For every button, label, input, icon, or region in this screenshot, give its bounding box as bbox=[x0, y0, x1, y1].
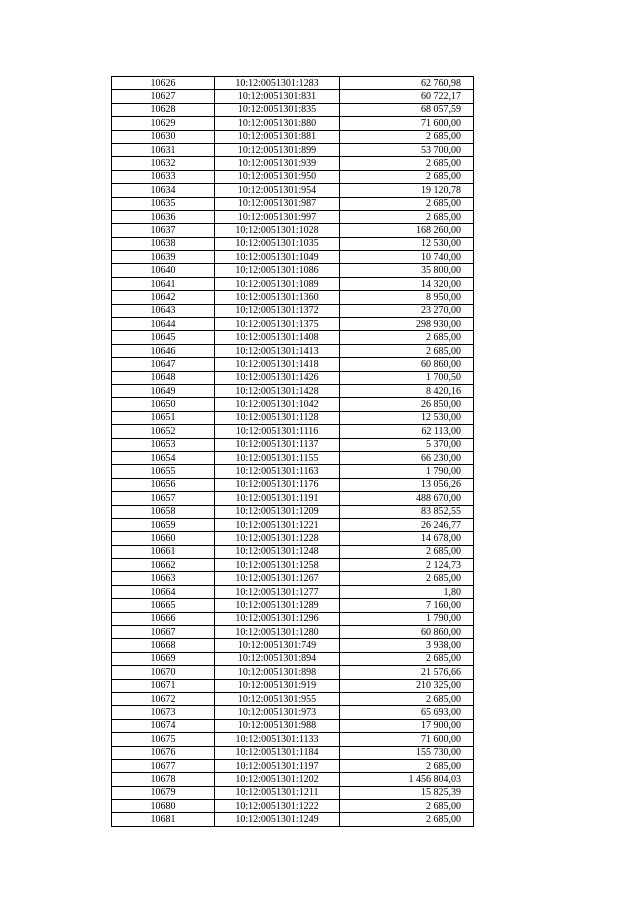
value-cell: 2 685,00 bbox=[340, 692, 474, 705]
cadastral-number-cell: 10:12:0051301:1228 bbox=[215, 532, 340, 545]
cadastral-number-cell: 10:12:0051301:1249 bbox=[215, 813, 340, 826]
cadastral-number-cell: 10:12:0051301:954 bbox=[215, 184, 340, 197]
value-cell: 7 160,00 bbox=[340, 599, 474, 612]
table-row bbox=[112, 666, 474, 679]
cadastral-number-cell: 10:12:0051301:1360 bbox=[215, 291, 340, 304]
row-number-cell: 10668 bbox=[112, 639, 215, 652]
value-cell: 62 113,00 bbox=[340, 425, 474, 438]
value-cell: 1,80 bbox=[340, 585, 474, 598]
table-row bbox=[112, 492, 474, 505]
value-cell: 2 685,00 bbox=[340, 759, 474, 772]
table-row bbox=[112, 77, 474, 90]
row-number-cell: 10676 bbox=[112, 746, 215, 759]
table-row bbox=[112, 157, 474, 170]
cadastral-number-cell: 10:12:0051301:997 bbox=[215, 210, 340, 223]
cadastral-number-cell: 10:12:0051301:894 bbox=[215, 652, 340, 665]
row-number-cell: 10654 bbox=[112, 451, 215, 464]
value-cell: 21 576,66 bbox=[340, 666, 474, 679]
cadastral-number-cell: 10:12:0051301:1197 bbox=[215, 759, 340, 772]
value-cell: 5 370,00 bbox=[340, 438, 474, 451]
row-number-cell: 10662 bbox=[112, 559, 215, 572]
cadastral-number-cell: 10:12:0051301:898 bbox=[215, 666, 340, 679]
cadastral-number-cell: 10:12:0051301:1202 bbox=[215, 773, 340, 786]
row-number-cell: 10639 bbox=[112, 251, 215, 264]
value-cell: 1 790,00 bbox=[340, 612, 474, 625]
cadastral-number-cell: 10:12:0051301:1128 bbox=[215, 411, 340, 424]
table-row bbox=[112, 344, 474, 357]
value-cell: 65 693,00 bbox=[340, 706, 474, 719]
cadastral-number-cell: 10:12:0051301:1289 bbox=[215, 599, 340, 612]
table-row bbox=[112, 518, 474, 531]
value-cell: 2 685,00 bbox=[340, 652, 474, 665]
table-row bbox=[112, 143, 474, 156]
row-number-cell: 10672 bbox=[112, 692, 215, 705]
table-row bbox=[112, 800, 474, 813]
row-number-cell: 10631 bbox=[112, 143, 215, 156]
value-cell: 71 600,00 bbox=[340, 117, 474, 130]
row-number-cell: 10666 bbox=[112, 612, 215, 625]
value-cell: 2 685,00 bbox=[340, 157, 474, 170]
value-cell: 17 900,00 bbox=[340, 719, 474, 732]
table-row bbox=[112, 170, 474, 183]
row-number-cell: 10656 bbox=[112, 478, 215, 491]
value-cell: 53 700,00 bbox=[340, 143, 474, 156]
value-cell: 15 825,39 bbox=[340, 786, 474, 799]
row-number-cell: 10658 bbox=[112, 505, 215, 518]
table-row bbox=[112, 599, 474, 612]
table-row bbox=[112, 117, 474, 130]
cadastral-number-cell: 10:12:0051301:1413 bbox=[215, 344, 340, 357]
table-row bbox=[112, 277, 474, 290]
row-number-cell: 10653 bbox=[112, 438, 215, 451]
value-cell: 2 685,00 bbox=[340, 197, 474, 210]
row-number-cell: 10645 bbox=[112, 331, 215, 344]
cadastral-number-cell: 10:12:0051301:1211 bbox=[215, 786, 340, 799]
value-cell: 2 685,00 bbox=[340, 331, 474, 344]
value-cell: 14 678,00 bbox=[340, 532, 474, 545]
cadastral-number-cell: 10:12:0051301:950 bbox=[215, 170, 340, 183]
table-row bbox=[112, 237, 474, 250]
row-number-cell: 10650 bbox=[112, 398, 215, 411]
row-number-cell: 10638 bbox=[112, 237, 215, 250]
value-cell: 26 246,77 bbox=[340, 518, 474, 531]
value-cell: 12 530,00 bbox=[340, 237, 474, 250]
row-number-cell: 10670 bbox=[112, 666, 215, 679]
cadastral-number-cell: 10:12:0051301:1428 bbox=[215, 384, 340, 397]
value-cell: 10 740,00 bbox=[340, 251, 474, 264]
value-cell: 2 685,00 bbox=[340, 572, 474, 585]
row-number-cell: 10651 bbox=[112, 411, 215, 424]
table-row bbox=[112, 786, 474, 799]
cadastral-number-cell: 10:12:0051301:749 bbox=[215, 639, 340, 652]
table-row bbox=[112, 813, 474, 826]
row-number-cell: 10647 bbox=[112, 358, 215, 371]
cadastral-number-cell: 10:12:0051301:899 bbox=[215, 143, 340, 156]
cadastral-number-cell: 10:12:0051301:881 bbox=[215, 130, 340, 143]
cadastral-number-cell: 10:12:0051301:1116 bbox=[215, 425, 340, 438]
cadastral-number-cell: 10:12:0051301:1137 bbox=[215, 438, 340, 451]
table-row bbox=[112, 746, 474, 759]
value-cell: 1 456 804,03 bbox=[340, 773, 474, 786]
cadastral-number-cell: 10:12:0051301:1222 bbox=[215, 800, 340, 813]
cadastral-value-table bbox=[111, 76, 474, 827]
row-number-cell: 10644 bbox=[112, 318, 215, 331]
table-body bbox=[112, 77, 474, 827]
cadastral-number-cell: 10:12:0051301:1176 bbox=[215, 478, 340, 491]
table-row bbox=[112, 438, 474, 451]
value-cell: 2 124,73 bbox=[340, 559, 474, 572]
table-row bbox=[112, 773, 474, 786]
value-cell: 2 685,00 bbox=[340, 344, 474, 357]
table-row bbox=[112, 559, 474, 572]
cadastral-number-cell: 10:12:0051301:835 bbox=[215, 103, 340, 116]
row-number-cell: 10648 bbox=[112, 371, 215, 384]
table-row bbox=[112, 639, 474, 652]
table-row bbox=[112, 264, 474, 277]
table-row bbox=[112, 626, 474, 639]
cadastral-number-cell: 10:12:0051301:831 bbox=[215, 90, 340, 103]
row-number-cell: 10646 bbox=[112, 344, 215, 357]
row-number-cell: 10679 bbox=[112, 786, 215, 799]
cadastral-number-cell: 10:12:0051301:1408 bbox=[215, 331, 340, 344]
row-number-cell: 10641 bbox=[112, 277, 215, 290]
value-cell: 62 760,98 bbox=[340, 77, 474, 90]
row-number-cell: 10630 bbox=[112, 130, 215, 143]
table-row bbox=[112, 371, 474, 384]
cadastral-number-cell: 10:12:0051301:1258 bbox=[215, 559, 340, 572]
value-cell: 8 950,00 bbox=[340, 291, 474, 304]
table-row bbox=[112, 505, 474, 518]
row-number-cell: 10642 bbox=[112, 291, 215, 304]
row-number-cell: 10661 bbox=[112, 545, 215, 558]
value-cell: 60 722,17 bbox=[340, 90, 474, 103]
cadastral-number-cell: 10:12:0051301:1163 bbox=[215, 465, 340, 478]
cadastral-number-cell: 10:12:0051301:1042 bbox=[215, 398, 340, 411]
cadastral-number-cell: 10:12:0051301:1296 bbox=[215, 612, 340, 625]
row-number-cell: 10637 bbox=[112, 224, 215, 237]
cadastral-number-cell: 10:12:0051301:1191 bbox=[215, 492, 340, 505]
value-cell: 35 800,00 bbox=[340, 264, 474, 277]
value-cell: 2 685,00 bbox=[340, 170, 474, 183]
value-cell: 66 230,00 bbox=[340, 451, 474, 464]
value-cell: 155 730,00 bbox=[340, 746, 474, 759]
row-number-cell: 10669 bbox=[112, 652, 215, 665]
table-row bbox=[112, 532, 474, 545]
cadastral-number-cell: 10:12:0051301:1209 bbox=[215, 505, 340, 518]
table-row bbox=[112, 251, 474, 264]
table-row bbox=[112, 103, 474, 116]
row-number-cell: 10627 bbox=[112, 90, 215, 103]
row-number-cell: 10680 bbox=[112, 800, 215, 813]
table-row bbox=[112, 411, 474, 424]
table-row bbox=[112, 652, 474, 665]
table-row bbox=[112, 706, 474, 719]
value-cell: 23 270,00 bbox=[340, 304, 474, 317]
row-number-cell: 10633 bbox=[112, 170, 215, 183]
value-cell: 2 685,00 bbox=[340, 545, 474, 558]
cadastral-number-cell: 10:12:0051301:1267 bbox=[215, 572, 340, 585]
cadastral-number-cell: 10:12:0051301:1086 bbox=[215, 264, 340, 277]
table-row bbox=[112, 719, 474, 732]
table-row bbox=[112, 572, 474, 585]
row-number-cell: 10635 bbox=[112, 197, 215, 210]
cadastral-number-cell: 10:12:0051301:1221 bbox=[215, 518, 340, 531]
table-row bbox=[112, 465, 474, 478]
table-row bbox=[112, 692, 474, 705]
table-row bbox=[112, 384, 474, 397]
value-cell: 210 325,00 bbox=[340, 679, 474, 692]
row-number-cell: 10660 bbox=[112, 532, 215, 545]
table-row bbox=[112, 478, 474, 491]
value-cell: 71 600,00 bbox=[340, 733, 474, 746]
cadastral-number-cell: 10:12:0051301:1372 bbox=[215, 304, 340, 317]
row-number-cell: 10665 bbox=[112, 599, 215, 612]
value-cell: 60 860,00 bbox=[340, 358, 474, 371]
value-cell: 13 056,26 bbox=[340, 478, 474, 491]
row-number-cell: 10626 bbox=[112, 77, 215, 90]
cadastral-number-cell: 10:12:0051301:988 bbox=[215, 719, 340, 732]
table-row bbox=[112, 612, 474, 625]
table-row bbox=[112, 224, 474, 237]
value-cell: 60 860,00 bbox=[340, 626, 474, 639]
row-number-cell: 10640 bbox=[112, 264, 215, 277]
row-number-cell: 10673 bbox=[112, 706, 215, 719]
table-row bbox=[112, 197, 474, 210]
value-cell: 12 530,00 bbox=[340, 411, 474, 424]
row-number-cell: 10674 bbox=[112, 719, 215, 732]
cadastral-number-cell: 10:12:0051301:1184 bbox=[215, 746, 340, 759]
row-number-cell: 10655 bbox=[112, 465, 215, 478]
value-cell: 14 320,00 bbox=[340, 277, 474, 290]
value-cell: 488 670,00 bbox=[340, 492, 474, 505]
value-cell: 2 685,00 bbox=[340, 130, 474, 143]
cadastral-number-cell: 10:12:0051301:1280 bbox=[215, 626, 340, 639]
table-row bbox=[112, 679, 474, 692]
table-row bbox=[112, 545, 474, 558]
row-number-cell: 10678 bbox=[112, 773, 215, 786]
value-cell: 26 850,00 bbox=[340, 398, 474, 411]
table-row bbox=[112, 733, 474, 746]
row-number-cell: 10634 bbox=[112, 184, 215, 197]
row-number-cell: 10643 bbox=[112, 304, 215, 317]
table-row bbox=[112, 184, 474, 197]
cadastral-number-cell: 10:12:0051301:1248 bbox=[215, 545, 340, 558]
cadastral-number-cell: 10:12:0051301:880 bbox=[215, 117, 340, 130]
cadastral-number-cell: 10:12:0051301:1283 bbox=[215, 77, 340, 90]
value-cell: 3 938,00 bbox=[340, 639, 474, 652]
value-cell: 298 930,00 bbox=[340, 318, 474, 331]
row-number-cell: 10675 bbox=[112, 733, 215, 746]
cadastral-number-cell: 10:12:0051301:1089 bbox=[215, 277, 340, 290]
cadastral-number-cell: 10:12:0051301:1375 bbox=[215, 318, 340, 331]
row-number-cell: 10652 bbox=[112, 425, 215, 438]
cadastral-number-cell: 10:12:0051301:973 bbox=[215, 706, 340, 719]
cadastral-number-cell: 10:12:0051301:1426 bbox=[215, 371, 340, 384]
table-row bbox=[112, 358, 474, 371]
table-row bbox=[112, 90, 474, 103]
table-row bbox=[112, 130, 474, 143]
row-number-cell: 10667 bbox=[112, 626, 215, 639]
cadastral-number-cell: 10:12:0051301:939 bbox=[215, 157, 340, 170]
cadastral-number-cell: 10:12:0051301:919 bbox=[215, 679, 340, 692]
table-row bbox=[112, 451, 474, 464]
row-number-cell: 10649 bbox=[112, 384, 215, 397]
value-cell: 19 120,78 bbox=[340, 184, 474, 197]
table-row bbox=[112, 291, 474, 304]
value-cell: 1 700,50 bbox=[340, 371, 474, 384]
row-number-cell: 10632 bbox=[112, 157, 215, 170]
row-number-cell: 10677 bbox=[112, 759, 215, 772]
value-cell: 2 685,00 bbox=[340, 210, 474, 223]
cadastral-number-cell: 10:12:0051301:1133 bbox=[215, 733, 340, 746]
value-cell: 1 790,00 bbox=[340, 465, 474, 478]
cadastral-number-cell: 10:12:0051301:1277 bbox=[215, 585, 340, 598]
cadastral-number-cell: 10:12:0051301:1418 bbox=[215, 358, 340, 371]
table-row bbox=[112, 331, 474, 344]
table-row bbox=[112, 398, 474, 411]
table-row bbox=[112, 759, 474, 772]
row-number-cell: 10636 bbox=[112, 210, 215, 223]
table-row bbox=[112, 425, 474, 438]
table-row bbox=[112, 210, 474, 223]
cadastral-number-cell: 10:12:0051301:1155 bbox=[215, 451, 340, 464]
value-cell: 2 685,00 bbox=[340, 813, 474, 826]
row-number-cell: 10659 bbox=[112, 518, 215, 531]
table-row bbox=[112, 585, 474, 598]
row-number-cell: 10628 bbox=[112, 103, 215, 116]
value-cell: 168 260,00 bbox=[340, 224, 474, 237]
row-number-cell: 10681 bbox=[112, 813, 215, 826]
table-row bbox=[112, 318, 474, 331]
value-cell: 68 057,59 bbox=[340, 103, 474, 116]
row-number-cell: 10671 bbox=[112, 679, 215, 692]
row-number-cell: 10629 bbox=[112, 117, 215, 130]
value-cell: 83 852,55 bbox=[340, 505, 474, 518]
cadastral-number-cell: 10:12:0051301:955 bbox=[215, 692, 340, 705]
row-number-cell: 10657 bbox=[112, 492, 215, 505]
table-row bbox=[112, 304, 474, 317]
cadastral-number-cell: 10:12:0051301:1049 bbox=[215, 251, 340, 264]
cadastral-number-cell: 10:12:0051301:1035 bbox=[215, 237, 340, 250]
value-cell: 2 685,00 bbox=[340, 800, 474, 813]
value-cell: 8 420,16 bbox=[340, 384, 474, 397]
row-number-cell: 10663 bbox=[112, 572, 215, 585]
cadastral-number-cell: 10:12:0051301:987 bbox=[215, 197, 340, 210]
row-number-cell: 10664 bbox=[112, 585, 215, 598]
cadastral-number-cell: 10:12:0051301:1028 bbox=[215, 224, 340, 237]
